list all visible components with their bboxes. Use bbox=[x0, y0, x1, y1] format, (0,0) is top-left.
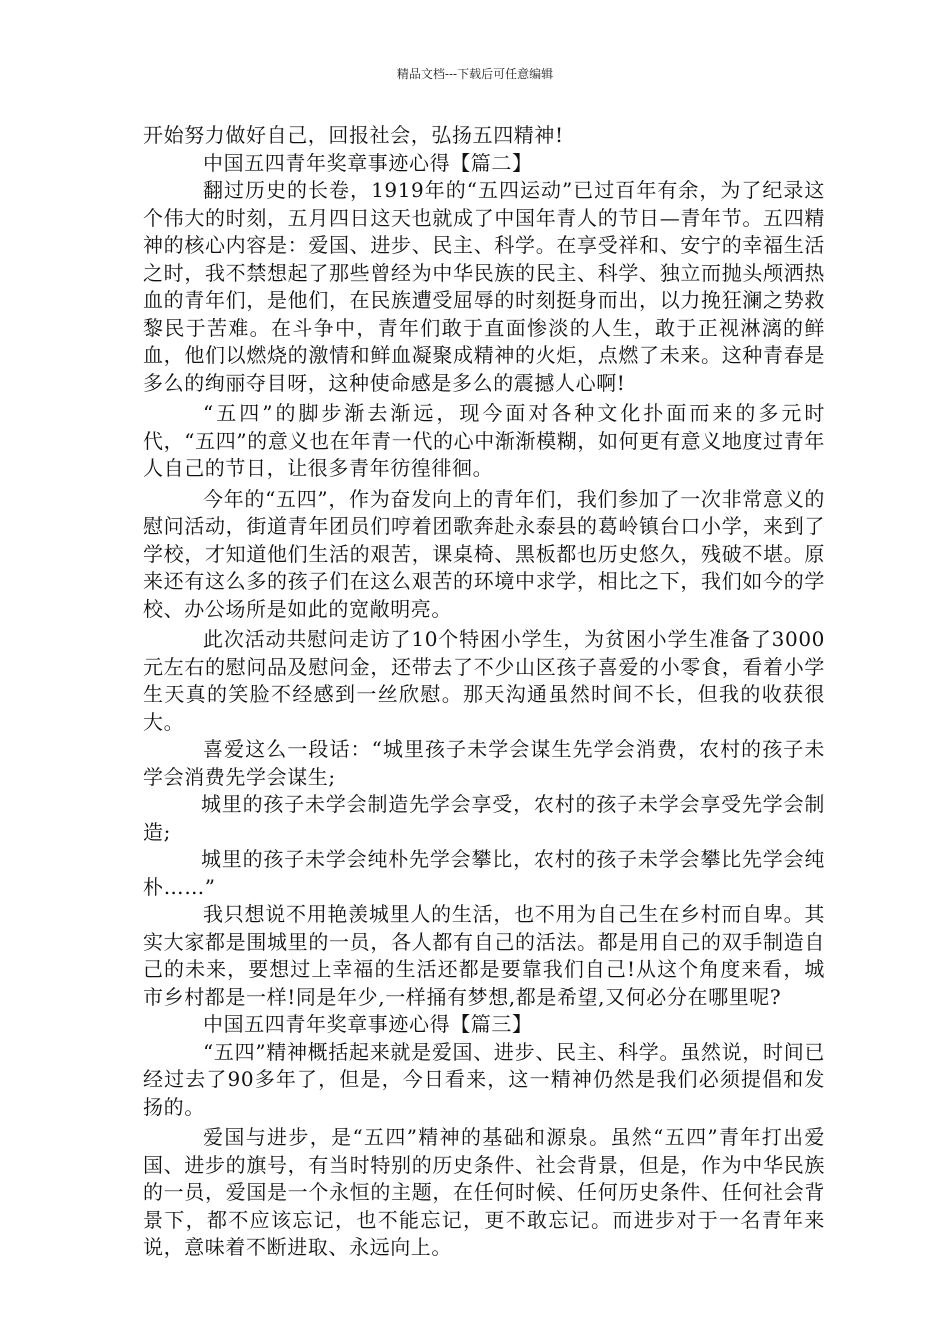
paragraph: 此次活动共慰问走访了10个特困小学生，为贫困小学生准备了3000元左右的慰问品及慰问金，还带去了不少山区孩子喜爱的小零食，看着小学生天真的笑脸不经感到一丝欣慰。那天沟通虽然时间不长，但我的收获很大。 bbox=[143, 627, 825, 734]
paragraph: 今年的“五四”，作为奋发向上的青年们，我们参加了一次非常意义的慰问活动，街道青年团员们哼着团歌奔赴永泰县的葛岭镇台口小学，来到了学校，才知道他们生活的艰苦，课桌椅、黑板都也历史悠久，残破不堪。原来还有这么多的孩子们在这么艰苦的环境中求学，相比之下，我们如今的学校、办公场所是如此的宽敞明亮。 bbox=[143, 486, 825, 621]
paragraph: “五四”精神概括起来就是爱国、进步、民主、科学。虽然说，时间已经过去了90多年了，但是，今日看来，这一精神仍然是我们必须提倡和发扬的。 bbox=[143, 1039, 825, 1119]
paragraph: “五四”的脚步渐去渐远，现今面对各种文化扑面而来的多元时代，“五四”的意义也在年青一代的心中渐渐模糊，如何更有意义地度过青年人自己的节日，让很多青年彷徨徘徊。 bbox=[143, 401, 825, 480]
section-heading-part-two: 中国五四青年奖章事迹心得【篇二】 bbox=[203, 150, 533, 175]
document-body bbox=[143, 122, 825, 1262]
paragraph-quote: 城里的孩子未学会纯朴先学会攀比，农村的孩子未学会攀比先学会纯朴……” bbox=[143, 847, 825, 899]
paragraph: 翻过历史的长卷，1919年的“五四运动”已过百年有余，为了纪录这个伟大的时刻，五月四日这天也就成了中国年青人的节日—青年节。五四精神的核心内容是：爱国、进步、民主、科学。在享受祥和、安宁的幸福生活之时，我不禁想起了那些曾经为中华民族的民主、科学、独立而抛头颅洒热血的青年们，是他们，在民族遭受屈辱的时刻挺身而出，以力挽狂澜之势救黎民于苦难。在斗争中，青年们敢于直面惨淡的人生，敢于正视淋漓的鲜血，他们以燃烧的激情和鲜血凝聚成精神的火炬，点燃了未来。这种青春是多么的绚丽夺目呀，这种使命感是多么的震撼人心啊! bbox=[143, 178, 825, 395]
paragraph-quote: 城里的孩子未学会制造先学会享受，农村的孩子未学会享受先学会制造; bbox=[143, 792, 825, 844]
paragraph-closing-line: 开始努力做好自己，回报社会，弘扬五四精神! bbox=[143, 123, 564, 147]
paragraph: 爱国与进步，是“五四”精神的基础和源泉。虽然“五四”青年打出爱国、进步的旗号，有当时特别的历史条件、社会背景，但是，作为中华民族的一员，爱国是一个永恒的主题，在任何时候、任何历史条件、任何社会背景下，都不应该忘记，也不能忘记，更不敢忘记。而进步对于一名青年来说，意味着不断进取、永远向上。 bbox=[143, 1125, 825, 1259]
paragraph-quote-intro: 喜爱这么一段话：“城里孩子未学会谋生先学会消费，农村的孩子未学会消费先学会谋生; bbox=[143, 737, 825, 789]
page-header: 精品文档---下载后可任意编辑 bbox=[396, 67, 554, 81]
section-heading-part-three: 中国五四青年奖章事迹心得【篇三】 bbox=[203, 1012, 533, 1036]
paragraph: 我只想说不用艳羡城里人的生活，也不用为自己生在乡村而自卑。其实大家都是围城里的一员，各人都有自己的活法。都是用自己的双手制造自己的未来，要想过上幸福的生活还都是要靠我们自己!从这个角度来看，城市乡村都是一样!同是年少,一样捅有梦想,都是希望,又何必分在哪里呢? bbox=[143, 902, 825, 1009]
